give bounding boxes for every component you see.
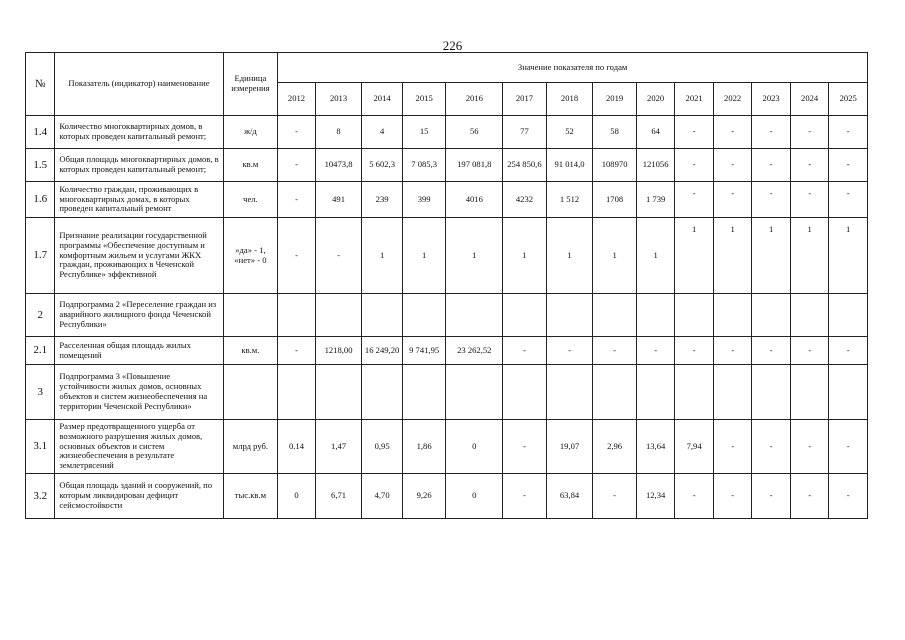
value-cell: 13,64	[636, 420, 675, 474]
value-cell: -	[713, 182, 752, 218]
unit-cell: ж/д	[223, 116, 278, 149]
row-number: 2	[26, 294, 55, 337]
value-cell: -	[829, 116, 868, 149]
header-indicator: Показатель (индикатор) наименование	[55, 53, 223, 116]
header-year: 2019	[593, 83, 637, 116]
indicator-name: Размер предотвращенного ущерба от возможного разрушения жилых домов, основных объектов и систем жизнеобеспечения в результате землетрясений	[55, 420, 223, 474]
value-cell: 1	[713, 218, 752, 294]
value-cell	[503, 294, 547, 337]
value-cell: 58	[593, 116, 637, 149]
value-cell	[593, 365, 637, 420]
row-number: 3	[26, 365, 55, 420]
value-cell	[278, 294, 315, 337]
value-cell: 1	[752, 218, 791, 294]
value-cell: 91 014,0	[546, 149, 593, 182]
value-cell: -	[503, 337, 547, 365]
value-cell: -	[675, 149, 714, 182]
value-cell: -	[675, 474, 714, 519]
value-cell: 10473,8	[315, 149, 362, 182]
value-cell: 0.14	[278, 420, 315, 474]
value-cell: 9 741,95	[402, 337, 446, 365]
value-cell: -	[790, 116, 829, 149]
value-cell: 399	[402, 182, 446, 218]
header-year: 2023	[752, 83, 791, 116]
row-number: 1.7	[26, 218, 55, 294]
value-cell: 1708	[593, 182, 637, 218]
table-row	[26, 116, 868, 149]
value-cell: -	[675, 116, 714, 149]
value-cell	[278, 365, 315, 420]
value-cell	[829, 294, 868, 337]
value-cell	[546, 294, 593, 337]
value-cell	[315, 365, 362, 420]
unit-cell: млрд руб.	[223, 420, 278, 474]
value-cell: 1	[402, 218, 446, 294]
value-cell: -	[713, 420, 752, 474]
value-cell	[315, 294, 362, 337]
value-cell: 1,86	[402, 420, 446, 474]
value-cell: -	[752, 182, 791, 218]
unit-cell	[223, 365, 278, 420]
value-cell: -	[636, 337, 675, 365]
value-cell: 7 085,3	[402, 149, 446, 182]
value-cell: -	[829, 149, 868, 182]
value-cell: -	[790, 337, 829, 365]
value-cell: 4232	[503, 182, 547, 218]
value-cell: 1	[546, 218, 593, 294]
value-cell	[675, 294, 714, 337]
unit-cell: кв.м	[223, 149, 278, 182]
value-cell: -	[752, 149, 791, 182]
table-row	[26, 365, 868, 420]
value-cell: 4016	[446, 182, 503, 218]
value-cell: 491	[315, 182, 362, 218]
value-cell: 52	[546, 116, 593, 149]
header-values-by-year: Значение показателя по годам	[278, 53, 868, 83]
value-cell: 0	[446, 420, 503, 474]
value-cell: 239	[362, 182, 403, 218]
value-cell: -	[713, 337, 752, 365]
value-cell: -	[278, 149, 315, 182]
value-cell: 1 512	[546, 182, 593, 218]
unit-cell: чел.	[223, 182, 278, 218]
value-cell: 64	[636, 116, 675, 149]
indicator-name: Общая площадь зданий и сооружений, по которым ликвидирован дефицит сейсмостойкости	[55, 474, 223, 519]
value-cell: -	[278, 182, 315, 218]
value-cell: -	[713, 116, 752, 149]
value-cell: -	[593, 474, 637, 519]
value-cell: -	[752, 116, 791, 149]
value-cell: -	[829, 337, 868, 365]
indicator-name: Количество граждан, проживающих в многоквартирных домах, в которых проведен капитальный ремонт	[55, 182, 223, 218]
table-row	[26, 182, 868, 218]
value-cell: -	[546, 337, 593, 365]
value-cell: 1	[446, 218, 503, 294]
value-cell: 1	[636, 218, 675, 294]
value-cell: 6,71	[315, 474, 362, 519]
value-cell	[362, 294, 403, 337]
header-year: 2017	[503, 83, 547, 116]
value-cell: 0,95	[362, 420, 403, 474]
header-year: 2020	[636, 83, 675, 116]
unit-cell	[223, 294, 278, 337]
value-cell	[402, 365, 446, 420]
value-cell	[446, 294, 503, 337]
value-cell	[593, 294, 637, 337]
value-cell: 8	[315, 116, 362, 149]
value-cell: 4,70	[362, 474, 403, 519]
value-cell: -	[503, 420, 547, 474]
indicator-name: Подпрограмма 3 «Повышение устойчивости жилых домов, основных объектов и систем жизнеобеспечения на территории Чеченской Республики»	[55, 365, 223, 420]
value-cell: -	[278, 218, 315, 294]
value-cell	[790, 294, 829, 337]
value-cell: -	[315, 218, 362, 294]
indicator-name: Общая площадь многоквартирных домов, в которых проведен капитальный ремонт;	[55, 149, 223, 182]
value-cell: 5 602,3	[362, 149, 403, 182]
indicator-name: Признание реализации государственной программы «Обеспечение доступным и комфортным жильем и услугами ЖКХ граждан, проживающих в Чеченской Республике» эффективной	[55, 218, 223, 294]
value-cell	[636, 294, 675, 337]
unit-cell: «да» - 1, «нет» - 0	[223, 218, 278, 294]
value-cell: 12,34	[636, 474, 675, 519]
value-cell: 9,26	[402, 474, 446, 519]
value-cell: -	[675, 337, 714, 365]
value-cell	[402, 294, 446, 337]
value-cell	[546, 365, 593, 420]
row-number: 3.2	[26, 474, 55, 519]
header-year: 2012	[278, 83, 315, 116]
value-cell: -	[675, 182, 714, 218]
value-cell: 15	[402, 116, 446, 149]
value-cell: -	[829, 182, 868, 218]
value-cell: -	[713, 149, 752, 182]
value-cell: -	[752, 337, 791, 365]
indicator-name: Количество многоквартирных домов, в которых проведен капитальный ремонт;	[55, 116, 223, 149]
indicator-name: Расселенная общая площадь жилых помещений	[55, 337, 223, 365]
value-cell	[675, 365, 714, 420]
page-number: 226	[442, 38, 463, 53]
value-cell: -	[752, 420, 791, 474]
value-cell: 63,84	[546, 474, 593, 519]
value-cell: 1	[593, 218, 637, 294]
header-year: 2016	[446, 83, 503, 116]
value-cell	[713, 294, 752, 337]
value-cell: -	[790, 182, 829, 218]
value-cell: 1	[790, 218, 829, 294]
value-cell: 56	[446, 116, 503, 149]
header-year: 2014	[362, 83, 403, 116]
header-year: 2024	[790, 83, 829, 116]
table-row	[26, 294, 868, 337]
header-year: 2015	[402, 83, 446, 116]
value-cell: 1218,00	[315, 337, 362, 365]
value-cell: 197 081,8	[446, 149, 503, 182]
value-cell	[503, 365, 547, 420]
value-cell: -	[829, 474, 868, 519]
table-row	[26, 337, 868, 365]
value-cell: 16 249,20	[362, 337, 403, 365]
value-cell: 4	[362, 116, 403, 149]
value-cell: -	[790, 474, 829, 519]
value-cell: 254 850,6	[503, 149, 547, 182]
value-cell: 1 739	[636, 182, 675, 218]
header-year: 2025	[829, 83, 868, 116]
value-cell	[362, 365, 403, 420]
value-cell	[446, 365, 503, 420]
value-cell: 1,47	[315, 420, 362, 474]
table-body	[26, 116, 868, 519]
indicators-table	[25, 52, 868, 519]
value-cell: 121056	[636, 149, 675, 182]
value-cell	[829, 365, 868, 420]
unit-cell: кв.м.	[223, 337, 278, 365]
value-cell: 7,94	[675, 420, 714, 474]
value-cell: 1	[503, 218, 547, 294]
value-cell	[713, 365, 752, 420]
header-year: 2018	[546, 83, 593, 116]
value-cell: -	[278, 337, 315, 365]
value-cell: 2,96	[593, 420, 637, 474]
value-cell: 1	[675, 218, 714, 294]
header-year: 2022	[713, 83, 752, 116]
value-cell: 0	[446, 474, 503, 519]
table-row	[26, 149, 868, 182]
header-year: 2013	[315, 83, 362, 116]
value-cell: -	[593, 337, 637, 365]
table-row	[26, 420, 868, 474]
value-cell	[636, 365, 675, 420]
row-number: 1.4	[26, 116, 55, 149]
header-no: №	[26, 53, 55, 116]
value-cell: 77	[503, 116, 547, 149]
value-cell: 19,07	[546, 420, 593, 474]
header-year: 2021	[675, 83, 714, 116]
value-cell: 0	[278, 474, 315, 519]
table-header	[26, 53, 868, 116]
value-cell	[752, 365, 791, 420]
value-cell	[752, 294, 791, 337]
row-number: 1.6	[26, 182, 55, 218]
value-cell: -	[278, 116, 315, 149]
value-cell: -	[713, 474, 752, 519]
row-number: 3.1	[26, 420, 55, 474]
header-unit: Единица измерения	[223, 53, 278, 116]
value-cell	[790, 365, 829, 420]
value-cell: -	[829, 420, 868, 474]
indicator-name: Подпрограмма 2 «Переселение граждан из аварийного жилищного фонда Чеченской Республики»	[55, 294, 223, 337]
unit-cell: тыс.кв.м	[223, 474, 278, 519]
value-cell: 1	[829, 218, 868, 294]
value-cell: -	[503, 474, 547, 519]
row-number: 2.1	[26, 337, 55, 365]
value-cell: -	[790, 420, 829, 474]
value-cell: -	[790, 149, 829, 182]
value-cell: 1	[362, 218, 403, 294]
row-number: 1.5	[26, 149, 55, 182]
value-cell: 108970	[593, 149, 637, 182]
table-row	[26, 474, 868, 519]
value-cell: 23 262,52	[446, 337, 503, 365]
value-cell: -	[752, 474, 791, 519]
table-row	[26, 218, 868, 294]
